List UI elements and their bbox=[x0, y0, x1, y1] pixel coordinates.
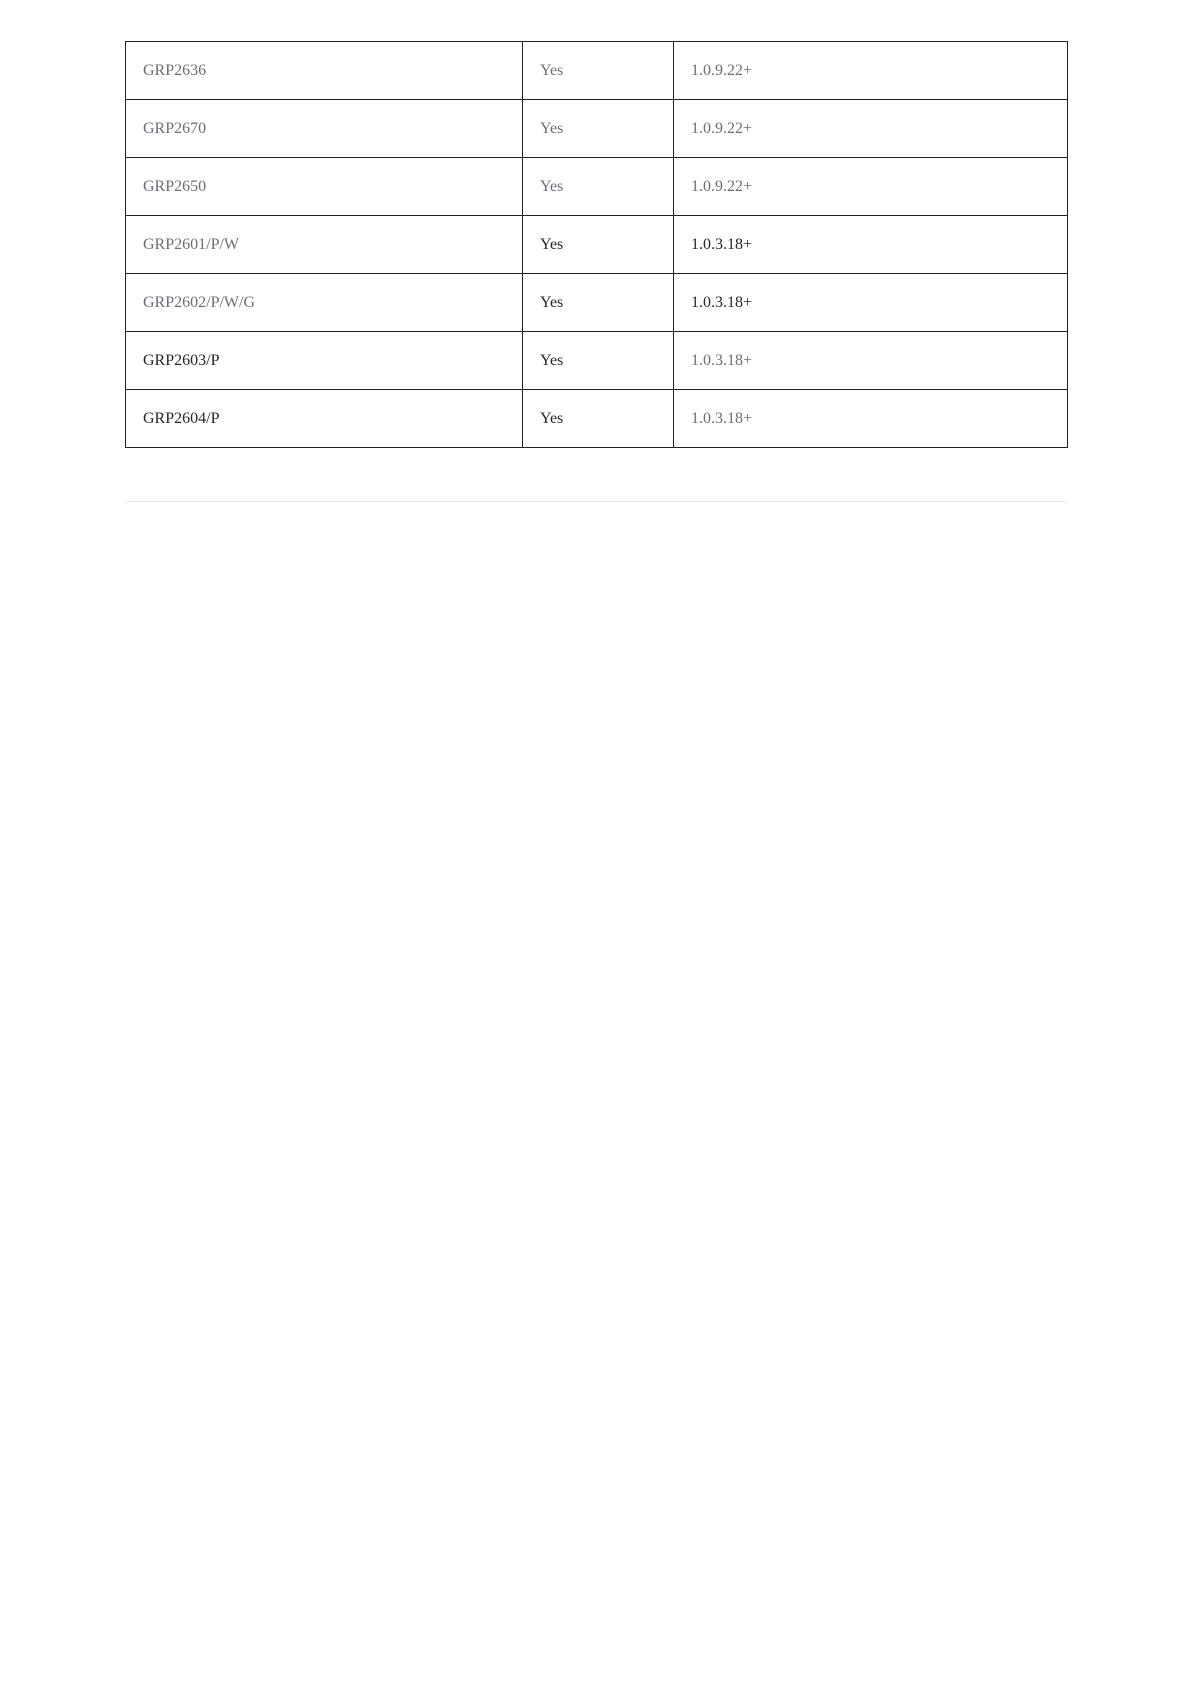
model-cell: GRP2602/P/W/G bbox=[126, 274, 523, 332]
firmware-cell: 1.0.9.22+ bbox=[674, 42, 1068, 100]
supported-cell: Yes bbox=[523, 332, 674, 390]
model-cell: GRP2670 bbox=[126, 100, 523, 158]
table-row bbox=[126, 274, 1068, 332]
supported-cell: Yes bbox=[523, 274, 674, 332]
compatibility-table bbox=[125, 41, 1068, 448]
supported-cell: Yes bbox=[523, 158, 674, 216]
model-cell: GRP2604/P bbox=[126, 390, 523, 448]
table-row bbox=[126, 216, 1068, 274]
firmware-cell: 1.0.3.18+ bbox=[674, 390, 1068, 448]
firmware-cell: 1.0.3.18+ bbox=[674, 216, 1068, 274]
table-body bbox=[126, 42, 1068, 448]
firmware-cell: 1.0.3.18+ bbox=[674, 274, 1068, 332]
section-divider bbox=[125, 501, 1067, 502]
supported-cell: Yes bbox=[523, 216, 674, 274]
table-row bbox=[126, 332, 1068, 390]
table-row bbox=[126, 158, 1068, 216]
firmware-cell: 1.0.9.22+ bbox=[674, 100, 1068, 158]
model-cell: GRP2603/P bbox=[126, 332, 523, 390]
supported-cell: Yes bbox=[523, 100, 674, 158]
model-cell: GRP2601/P/W bbox=[126, 216, 523, 274]
model-cell: GRP2636 bbox=[126, 42, 523, 100]
supported-cell: Yes bbox=[523, 42, 674, 100]
table-row bbox=[126, 390, 1068, 448]
supported-cell: Yes bbox=[523, 390, 674, 448]
table-row bbox=[126, 42, 1068, 100]
table-row bbox=[126, 100, 1068, 158]
firmware-cell: 1.0.3.18+ bbox=[674, 332, 1068, 390]
model-cell: GRP2650 bbox=[126, 158, 523, 216]
firmware-cell: 1.0.9.22+ bbox=[674, 158, 1068, 216]
